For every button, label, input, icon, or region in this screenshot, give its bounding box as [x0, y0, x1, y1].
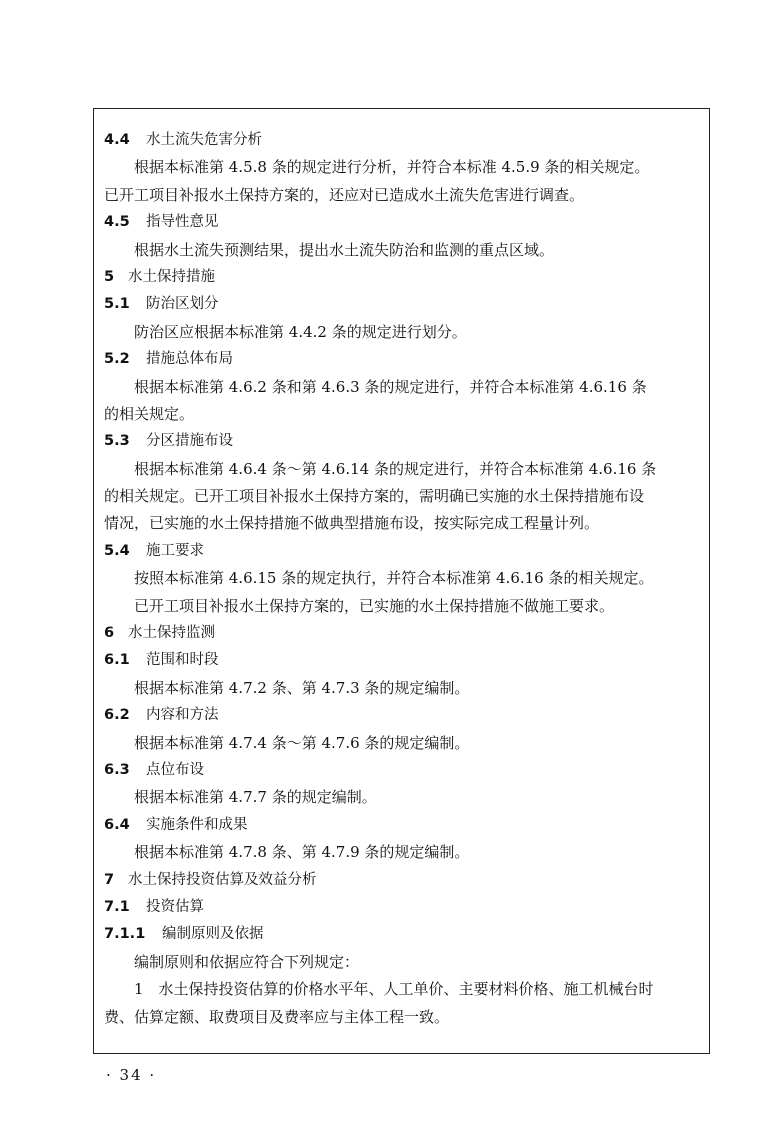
section-heading	[104, 538, 704, 565]
section-heading	[104, 127, 704, 154]
body-text-line: 费、估算定额、取费项目及费率应与主体工程一致。	[104, 1007, 450, 1026]
section-heading	[104, 702, 704, 729]
section-heading	[104, 264, 704, 291]
section-heading	[104, 921, 704, 948]
section-heading	[104, 894, 704, 921]
section-number: 5.1	[104, 296, 130, 313]
section-heading	[104, 757, 704, 784]
section-number: 6.4	[104, 816, 130, 833]
section-number: 5.2	[104, 351, 130, 368]
section-title: 编制原则及依据	[162, 926, 264, 943]
section-title: 措施总体布局	[146, 351, 233, 368]
section-title: 实施条件和成果	[146, 816, 248, 833]
section-title: 施工要求	[146, 542, 204, 559]
body-text-line: 根据本标准第 4.7.8 条、第 4.7.9 条的规定编制。	[134, 843, 470, 862]
document-body	[104, 127, 704, 1031]
body-text-line: 根据本标准第 4.7.4 条～第 4.7.6 条的规定编制。	[134, 733, 470, 752]
body-text-line: 已开工项目补报水土保持方案的，还应对已造成水土流失危害进行调查。	[104, 185, 585, 204]
section-title: 水土保持投资估算及效益分析	[128, 871, 317, 888]
section-heading	[104, 647, 704, 674]
section-heading	[104, 209, 704, 236]
section-heading	[104, 867, 704, 894]
section-title: 范围和时段	[146, 652, 219, 669]
section-heading	[104, 620, 704, 647]
section-heading	[104, 812, 704, 839]
section-number: 5.3	[104, 433, 130, 450]
section-number: 7	[104, 871, 115, 888]
section-heading	[104, 346, 704, 373]
section-number: 5	[104, 268, 115, 285]
section-heading	[104, 291, 704, 318]
section-title: 分区措施布设	[146, 433, 233, 450]
body-text-line: 的相关规定。已开工项目补报水土保持方案的，需明确已实施的水土保持措施布设	[104, 487, 645, 506]
section-title: 内容和方法	[146, 707, 219, 724]
section-title: 防治区划分	[146, 296, 219, 313]
section-number: 7.1.1	[104, 926, 146, 943]
page-number: · 34 ·	[106, 1066, 157, 1084]
body-text-line: 已开工项目补报水土保持方案的，已实施的水土保持措施不做施工要求。	[134, 596, 615, 615]
body-text-line: 情况，已实施的水土保持措施不做典型措施布设，按实际完成工程量计列。	[104, 514, 600, 533]
body-text-line: 的相关规定。	[104, 404, 195, 423]
section-heading	[104, 428, 704, 455]
body-text-line: 根据本标准第 4.5.8 条的规定进行分析，并符合本标准 4.5.9 条的相关规定。	[134, 158, 650, 177]
section-number: 4.5	[104, 214, 130, 231]
section-number: 6.2	[104, 707, 130, 724]
section-title: 投资估算	[146, 898, 204, 915]
body-text-line: 编制原则和依据应符合下列规定：	[134, 952, 360, 971]
body-text-line: 根据本标准第 4.6.4 条～第 4.6.14 条的规定进行，并符合本标准第 4.6.16 条	[134, 459, 657, 478]
section-title: 水土保持监测	[128, 625, 215, 642]
section-title: 水土流失危害分析	[146, 132, 262, 148]
body-text-line: 根据本标准第 4.6.2 条和第 4.6.3 条的规定进行，并符合本标准第 4.6.16 条	[134, 377, 647, 396]
section-title: 水土保持措施	[128, 268, 215, 285]
section-number: 7.1	[104, 898, 130, 915]
section-title: 点位布设	[146, 761, 204, 778]
body-text-line: 根据水土流失预测结果，提出水土流失防治和监测的重点区域。	[134, 240, 555, 259]
section-number: 6.3	[104, 761, 130, 778]
section-number: 6	[104, 625, 115, 642]
body-text-line: 根据本标准第 4.7.7 条的规定编制。	[134, 788, 377, 807]
section-number: 5.4	[104, 542, 130, 559]
section-title: 指导性意见	[146, 214, 219, 231]
body-text-line: 按照本标准第 4.6.15 条的规定执行，并符合本标准第 4.6.16 条的相关规定。	[134, 569, 654, 588]
section-number: 4.4	[104, 132, 130, 148]
body-text-line: 根据本标准第 4.7.2 条、第 4.7.3 条的规定编制。	[134, 678, 470, 697]
body-text-line: 1 水土保持投资估算的价格水平年、人工单价、主要材料价格、施工机械台时	[134, 980, 654, 999]
section-number: 6.1	[104, 652, 130, 669]
body-text-line: 防治区应根据本标准第 4.4.2 条的规定进行划分。	[134, 322, 467, 341]
